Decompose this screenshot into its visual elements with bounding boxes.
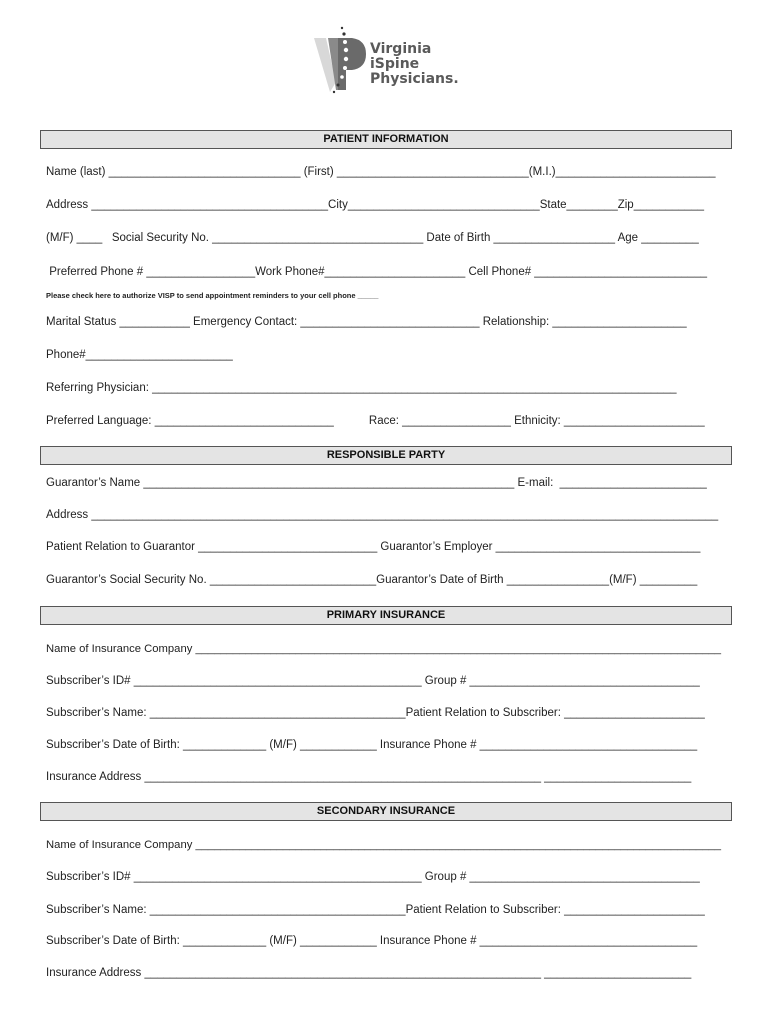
guarantor-ssn-dob-field[interactable]: Guarantor’s Social Security No. __________________________Guarantor’s Date of Birth ________________(M/F) _________	[46, 574, 698, 586]
logo-line-3: Physicians.	[370, 71, 459, 87]
secondary-subscriber-id-field[interactable]: Subscriber’s ID# _____________________________________________ Group # ____________________________________	[46, 871, 700, 883]
primary-subscriber-id-field[interactable]: Subscriber’s ID# _____________________________________________ Group # ____________________________________	[46, 675, 700, 687]
secondary-subscriber-name-field[interactable]: Subscriber’s Name: ________________________________________Patient Relation to Subscriber: ______________________	[46, 904, 705, 916]
marital-emergency-field[interactable]: Marital Status ___________ Emergency Contact: ____________________________ Relationship: _____________________	[46, 316, 687, 328]
referring-physician-field[interactable]: Referring Physician: __________________________________________________________________________________	[46, 382, 677, 394]
guarantor-relation-field[interactable]: Patient Relation to Guarantor ____________________________ Guarantor’s Employer ________________________________	[46, 541, 701, 553]
patient-information-header: PATIENT INFORMATION	[40, 130, 732, 149]
guarantor-address-field[interactable]: Address __________________________________________________________________________________________________	[46, 509, 719, 521]
guarantor-name-field[interactable]: Guarantor’s Name __________________________________________________________ E-mail: _______________________	[46, 477, 707, 489]
secondary-insurance-address-field[interactable]: Insurance Address ______________________________________________________________ _______________________	[46, 967, 692, 979]
primary-subscriber-name-field[interactable]: Subscriber’s Name: ________________________________________Patient Relation to Subscriber: ______________________	[46, 707, 705, 719]
logo-line-1: Virginia	[370, 41, 432, 57]
patient-name-field[interactable]: Name (last) ______________________________ (First) ______________________________(M.I.)_________________________	[46, 166, 716, 178]
emergency-phone-field[interactable]: Phone#_______________________	[46, 349, 233, 361]
responsible-party-header: RESPONSIBLE PARTY	[40, 446, 732, 465]
primary-insurance-header: PRIMARY INSURANCE	[40, 606, 732, 625]
vp-logo-icon	[312, 24, 372, 98]
language-race-ethnicity-field[interactable]: Preferred Language: ____________________________ Race: _________________ Ethnicity: ______________________	[46, 415, 705, 427]
patient-sex-ssn-dob-field[interactable]: (M/F) ____ Social Security No. _________________________________ Date of Birth ___________________ Age _________	[46, 232, 699, 244]
cell-reminder-authorization[interactable]: Please check here to authorize VISP to send appointment reminders to your cell phone _____	[46, 291, 379, 300]
secondary-insurance-header: SECONDARY INSURANCE	[40, 802, 732, 821]
logo-line-2: iSpine	[370, 56, 420, 72]
practice-logo	[312, 24, 462, 98]
primary-insurance-company-field[interactable]: Name of Insurance Company ____________________________________________________________________________________	[46, 643, 722, 655]
primary-insurance-address-field[interactable]: Insurance Address ______________________________________________________________ _______________________	[46, 771, 692, 783]
primary-subscriber-dob-field[interactable]: Subscriber’s Date of Birth: _____________ (M/F) ____________ Insurance Phone # __________________________________	[46, 739, 698, 751]
patient-phones-field[interactable]: Preferred Phone # _________________Work Phone#______________________ Cell Phone# ___________________________	[46, 266, 707, 278]
patient-address-field[interactable]: Address _____________________________________City______________________________State________Zip___________	[46, 199, 705, 211]
secondary-insurance-company-field[interactable]: Name of Insurance Company ____________________________________________________________________________________	[46, 839, 722, 851]
secondary-subscriber-dob-field[interactable]: Subscriber’s Date of Birth: _____________ (M/F) ____________ Insurance Phone # __________________________________	[46, 935, 698, 947]
